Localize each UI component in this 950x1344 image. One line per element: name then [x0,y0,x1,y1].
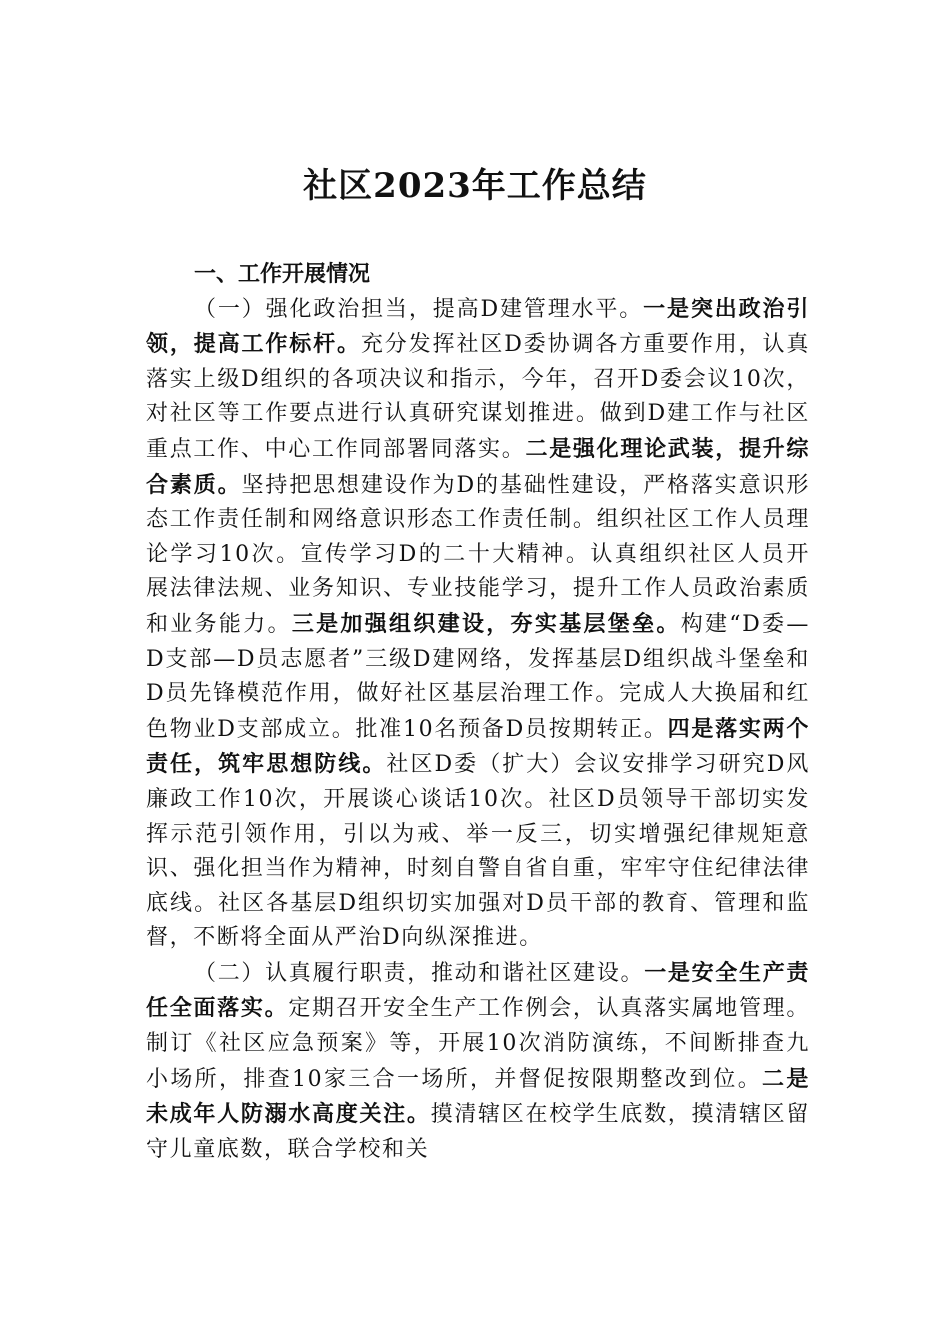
bold-lead: 三是加强组织建设，夯实基层堡垒。 [291,610,681,637]
paragraph-political [146,292,810,956]
paragraph-duties [146,956,810,1168]
paragraph-text: （一）强化政治担当，提高D建管理水平。 [194,296,644,322]
bold-lead: 二是强化理论武装，提升综合素质。 [146,435,810,498]
paragraph-text: 摸清辖区在校学生底数，摸清辖区留守儿童底数，联合学校和关 [146,1102,810,1162]
document-body [146,257,810,1167]
section-heading: 一、工作开展情况 [194,261,371,287]
paragraph-text: 充分发挥社区D委协调各方重要作用，认真落实上级D组织的各项决议和指示，今年，召开D委会议10次，对社区等工作要点进行认真研究谋划推进。做到D建工作与社区重点工作、中心工作同部署同落实。 [146,332,810,462]
paragraph-text: 社区D委（扩大）会议安排学习研究D风廉政工作10次，开展谈心谈话10次。社区D员领导干部切实发挥示范引领作用，引以为戒、举一反三，切实增强纪律规矩意识、强化担当作为精神，时刻自警自省自重，牢牢守住纪律法律底线。社区各基层D组织切实加强对D员干部的教育、管理和监督，不断将全面从严治D向纵深推进。 [146,752,810,951]
paragraph-text: 坚持把思想建设作为D的基础性建设，严格落实意识形态工作责任制和网络意识形态工作责任制。组织社区工作人员理论学习10次。宣传学习D的二十大精神。认真组织社区人员开展法律法规、业务知识、专业技能学习，提升工作人员政治素质和业务能力。 [146,472,811,637]
bold-lead: 二是未成年人防溺水高度关注。 [146,1065,810,1128]
bold-lead: 一是突出政治引领，提高工作标杆。 [146,295,810,358]
paragraph-text: 构建“D委—D支部—D员志愿者”三级D建网络，发挥基层D组织战斗堡垒和D员先锋模范作用，做好社区基层治理工作。完成人大换届和红色物业D支部成立。批准10名预备D员按期转正。 [146,611,810,742]
document-title: 社区2023年工作总结 [303,166,647,206]
paragraph-text: 定期召开安全生产工作例会，认真落实属地管理。制订《社区应急预案》等，开展10次消防演练，不间断排查九小场所，排查10家三合一场所，并督促按限期整改到位。 [146,996,810,1092]
paragraph-text: （二）认真履行职责，推动和谐社区建设。 [194,960,645,986]
bold-lead: 四是落实两个责任，筑牢思想防线。 [146,715,810,778]
bold-lead: 一是安全生产责任全面落实。 [146,959,810,1022]
